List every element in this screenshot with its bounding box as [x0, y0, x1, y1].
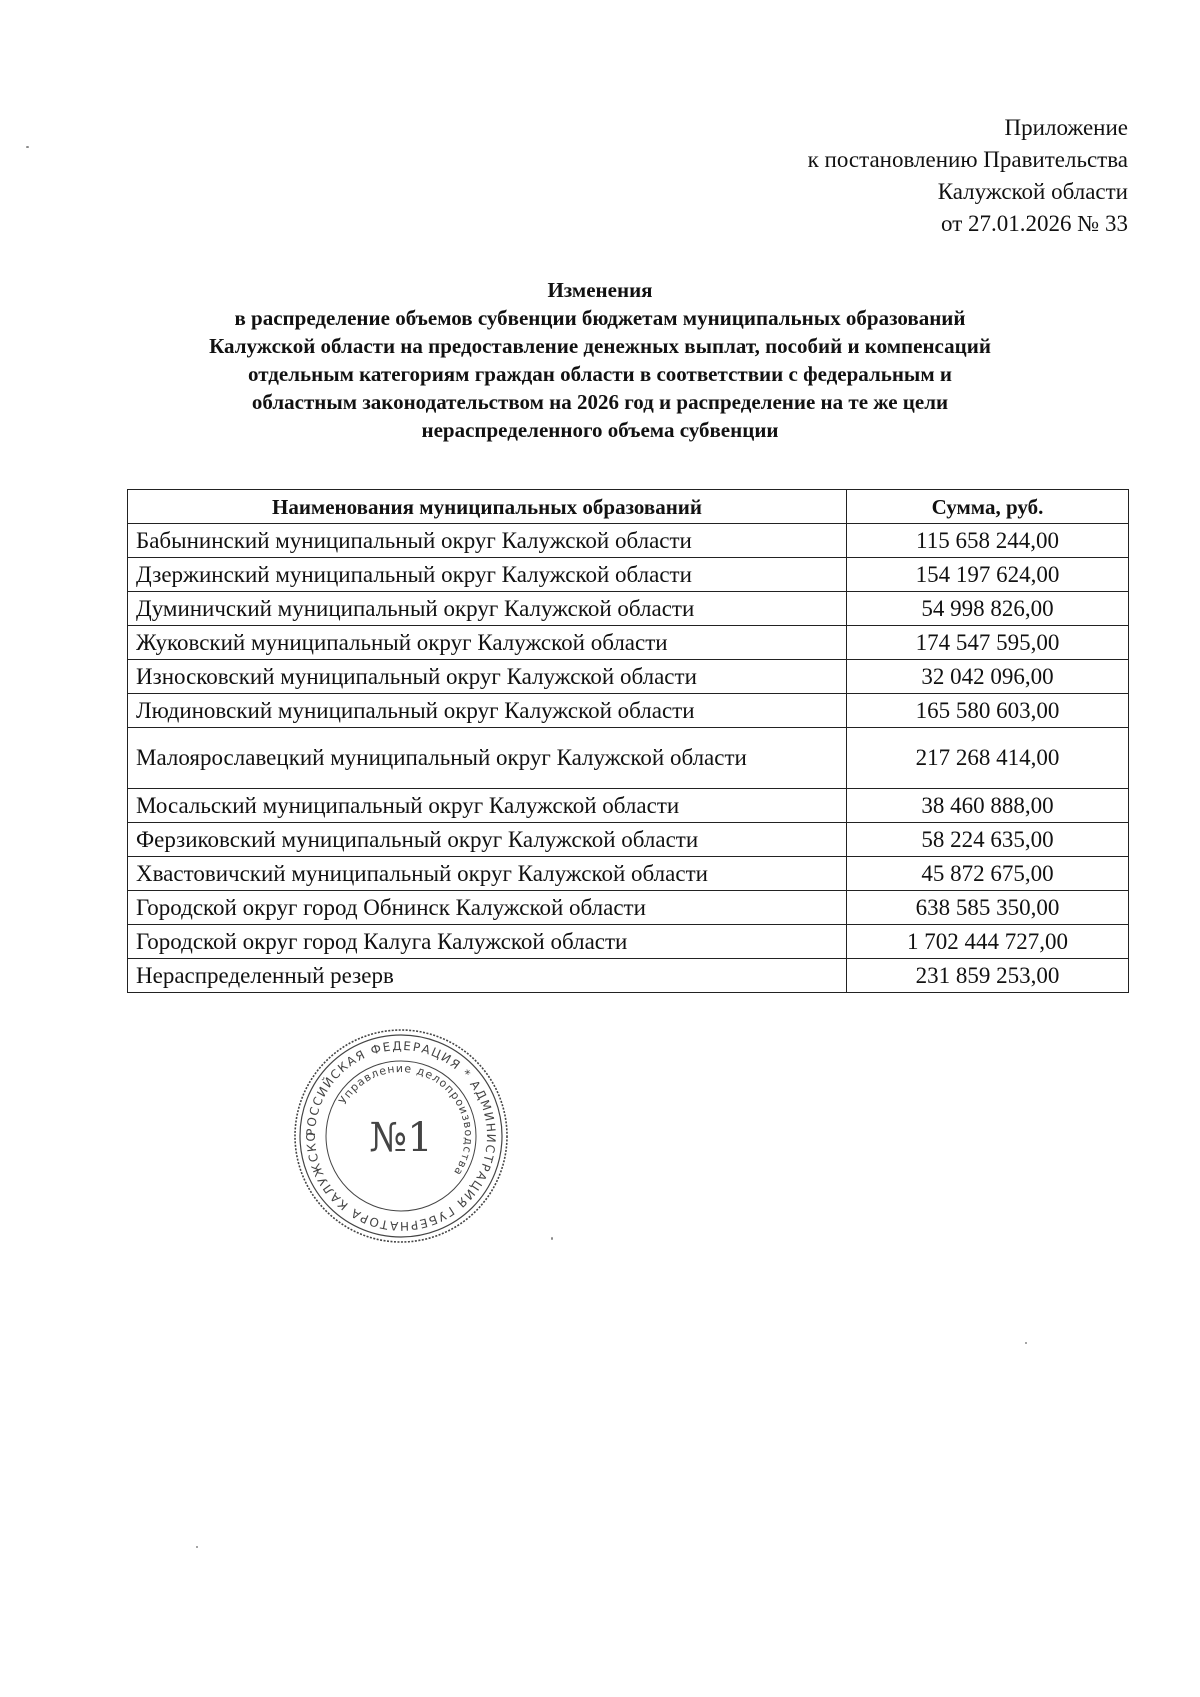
municipality-name: Городской округ город Обнинск Калужской области: [128, 891, 847, 925]
table-row: [128, 823, 1129, 857]
seal-inner-text: Управление делопроизводства: [336, 1061, 476, 1179]
table-row: [128, 959, 1129, 993]
municipality-name: Городской округ город Калуга Калужской области: [128, 925, 847, 959]
seal-outer-text: РОССИЙСКАЯ ФЕДЕРАЦИЯ * АДМИНИСТРАЦИЯ ГУБЕРНАТОРА КАЛУЖСКО: [303, 1038, 499, 1234]
amount-cell: 638 585 350,00: [847, 891, 1129, 925]
document-subtitle: в распределение объемов субвенции бюджетам муниципальных образований Калужской области на предоставление денежных выплат, пособий и компенсаций отдельным категориям граждан области в соответствии с федеральным и областным законодательством на 2026 год и распределение на те же цели нераспределенного объема субвенции: [209, 306, 991, 442]
annex-line: Калужской области: [937, 179, 1128, 204]
seal-center-number: №1: [369, 1115, 433, 1161]
table-row: [128, 891, 1129, 925]
table-row: [128, 925, 1129, 959]
amount-cell: 115 658 244,00: [847, 524, 1129, 558]
scan-speck: [26, 146, 29, 148]
table-row: [128, 626, 1129, 660]
municipality-name: Думиничский муниципальный округ Калужской области: [128, 592, 847, 626]
official-seal: [292, 1027, 510, 1245]
scan-speck: [1025, 1342, 1027, 1344]
amount-cell: 58 224 635,00: [847, 823, 1129, 857]
municipality-name: Дзержинский муниципальный округ Калужской области: [128, 558, 847, 592]
municipality-name: Хвастовичский муниципальный округ Калужской области: [128, 857, 847, 891]
scan-speck: [551, 1237, 553, 1240]
table-row: [128, 558, 1129, 592]
annex-line: к постановлению Правительства: [807, 147, 1128, 172]
column-header-name: Наименования муниципальных образований: [128, 490, 847, 524]
annex-line: Приложение: [1004, 115, 1128, 140]
municipality-name: Жуковский муниципальный округ Калужской области: [128, 626, 847, 660]
amount-cell: 1 702 444 727,00: [847, 925, 1129, 959]
table-row: [128, 789, 1129, 823]
municipality-name: Износковский муниципальный округ Калужской области: [128, 660, 847, 694]
table-row: [128, 857, 1129, 891]
municipality-name: Малоярославецкий муниципальный округ Калужской области: [128, 728, 847, 789]
table-row: [128, 728, 1129, 789]
municipality-name: Нераспределенный резерв: [128, 959, 847, 993]
table-row: [128, 524, 1129, 558]
municipality-name: Мосальский муниципальный округ Калужской области: [128, 789, 847, 823]
column-header-amount: Сумма, руб.: [847, 490, 1129, 524]
table-row: [128, 592, 1129, 626]
municipality-name: Людиновский муниципальный округ Калужской области: [128, 694, 847, 728]
amount-cell: 45 872 675,00: [847, 857, 1129, 891]
table-row: [128, 694, 1129, 728]
annex-block: [808, 112, 1128, 240]
amount-cell: 217 268 414,00: [847, 728, 1129, 789]
amount-cell: 154 197 624,00: [847, 558, 1129, 592]
amount-cell: 32 042 096,00: [847, 660, 1129, 694]
annex-line: от 27.01.2026 № 33: [941, 211, 1128, 236]
amount-cell: 165 580 603,00: [847, 694, 1129, 728]
amount-cell: 231 859 253,00: [847, 959, 1129, 993]
distribution-table: [127, 489, 1129, 993]
amount-cell: 174 547 595,00: [847, 626, 1129, 660]
document-title: Изменения: [547, 278, 653, 302]
amount-cell: 38 460 888,00: [847, 789, 1129, 823]
municipality-name: Ферзиковский муниципальный округ Калужской области: [128, 823, 847, 857]
amount-cell: 54 998 826,00: [847, 592, 1129, 626]
seal-graphic: [292, 1027, 510, 1245]
municipality-name: Бабынинский муниципальный округ Калужской области: [128, 524, 847, 558]
scan-speck: [196, 1546, 198, 1548]
document-heading: [100, 276, 1100, 444]
table-header-row: [128, 490, 1129, 524]
table-row: [128, 660, 1129, 694]
